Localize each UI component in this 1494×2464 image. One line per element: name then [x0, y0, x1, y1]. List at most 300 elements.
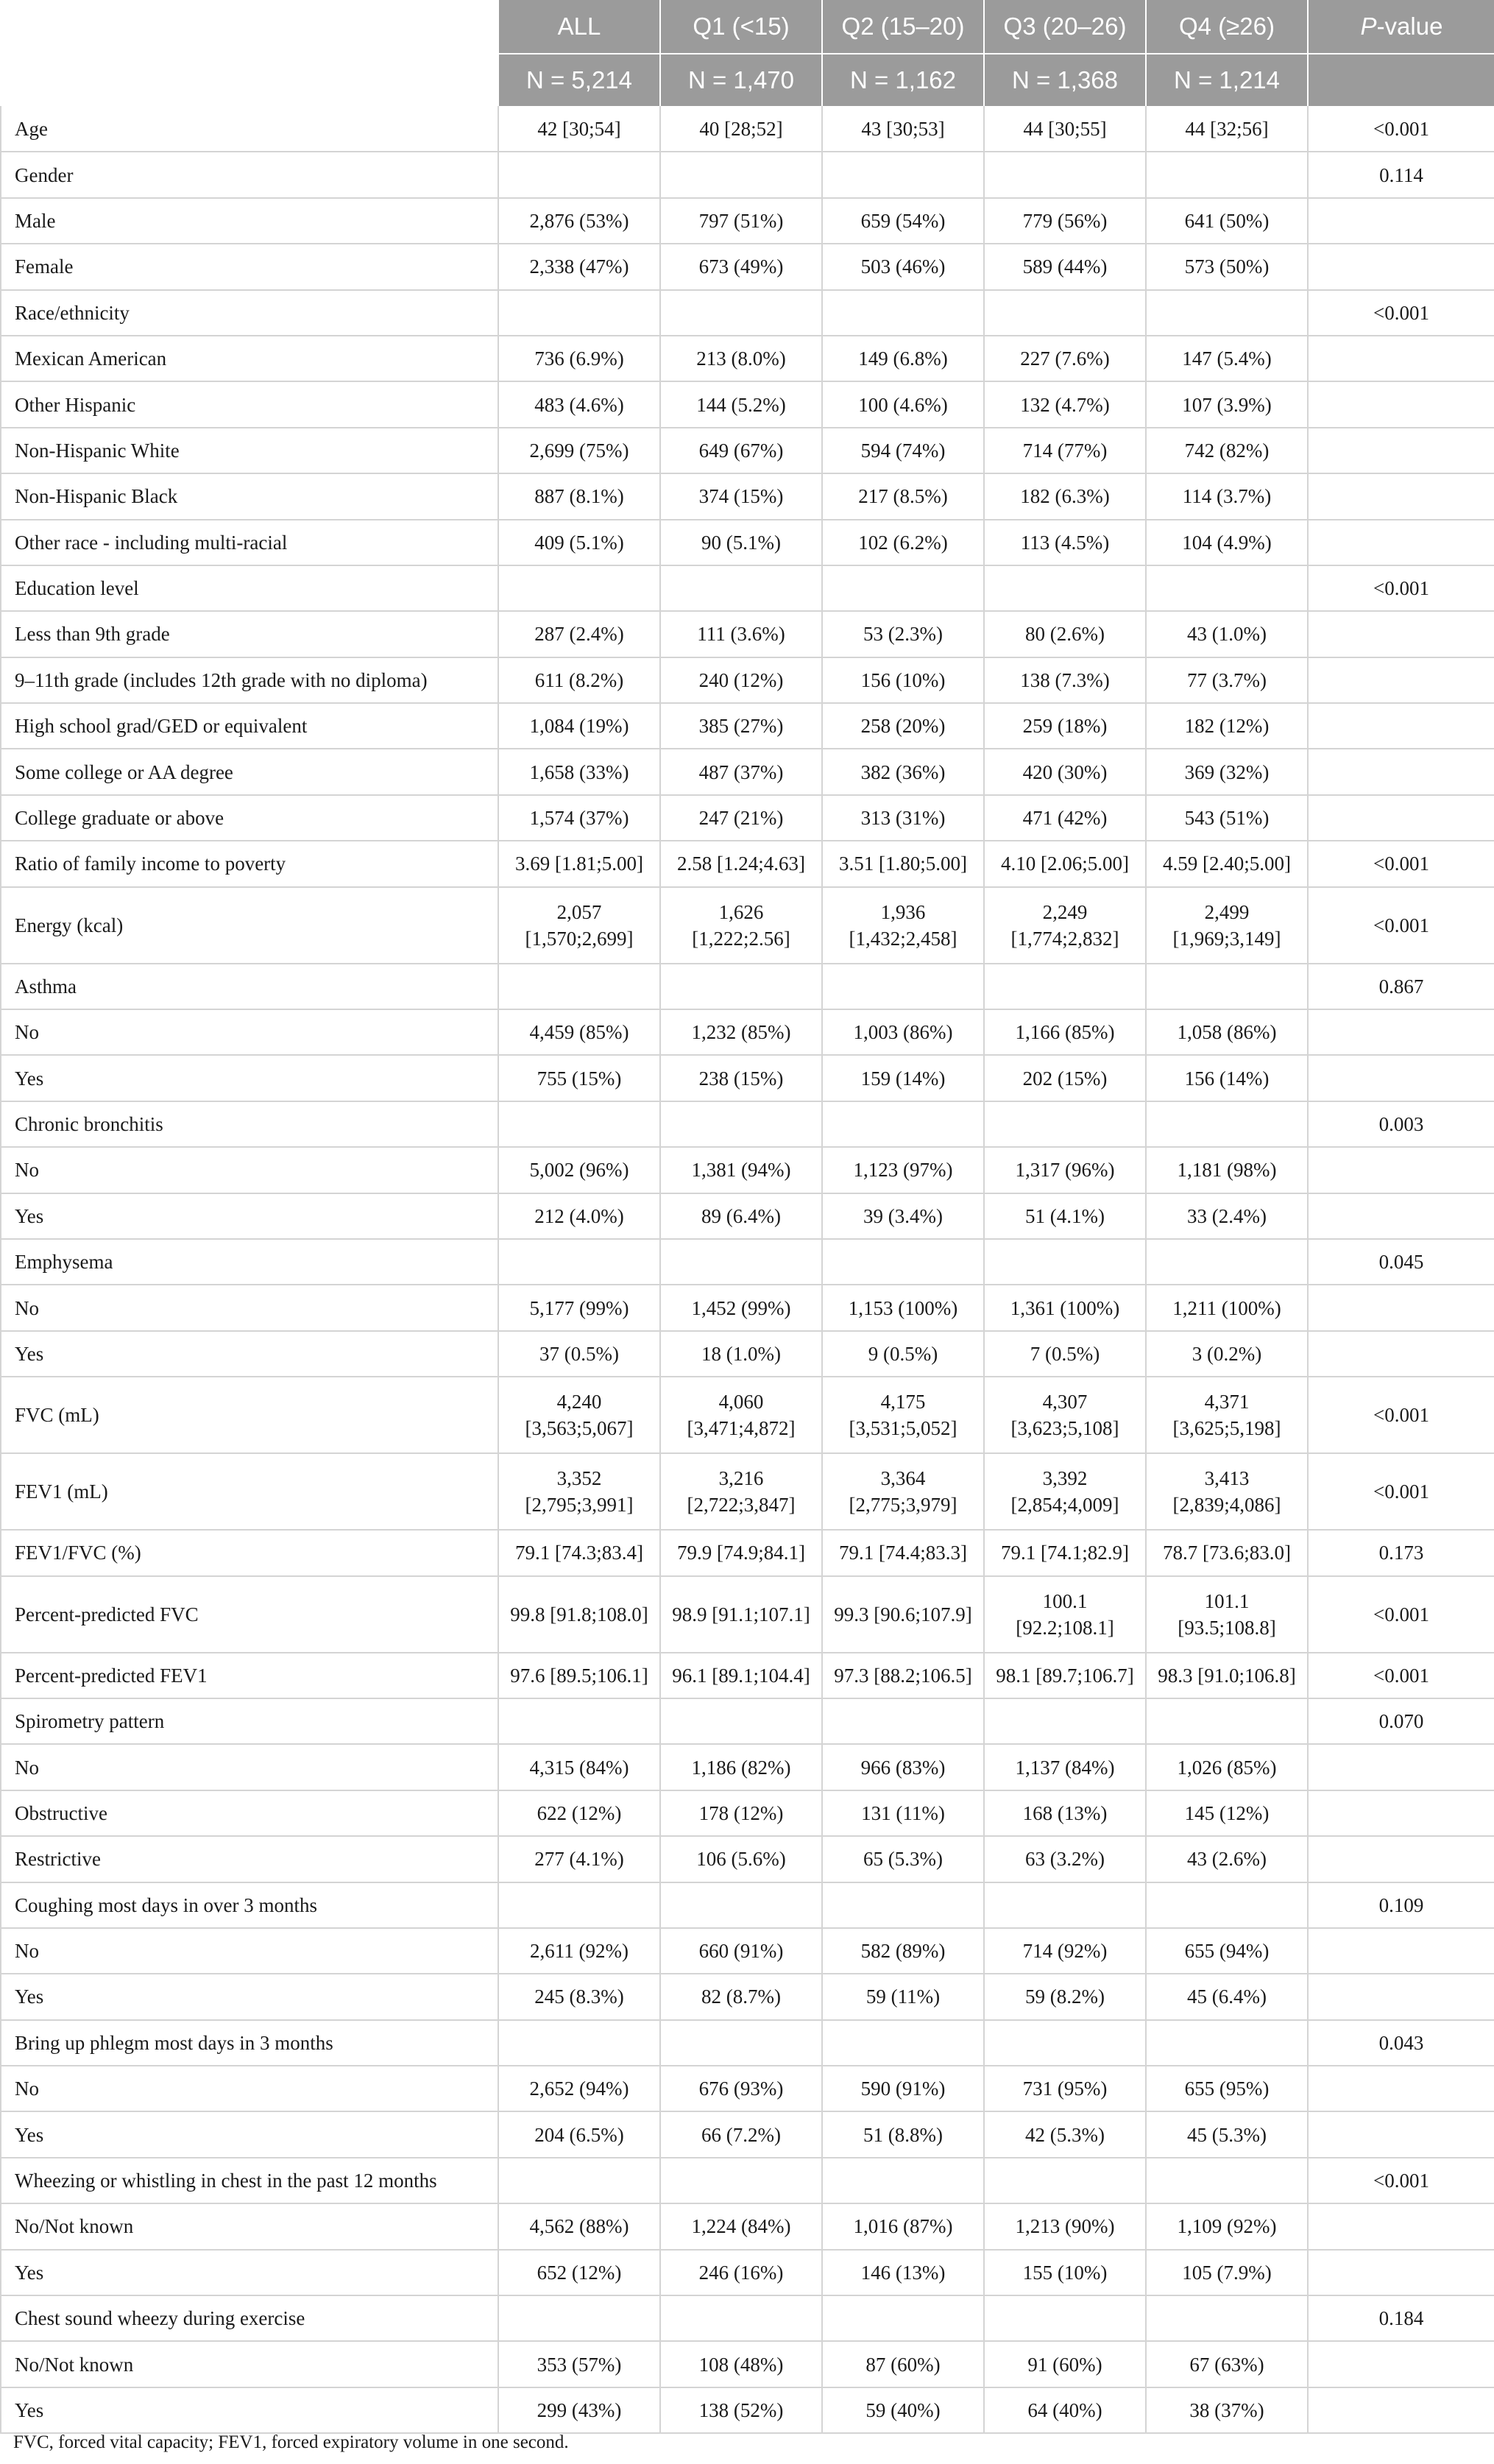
row-cell	[822, 1882, 984, 1928]
row-cell: 1,658 (33%)	[498, 749, 660, 794]
row-cell	[984, 2158, 1146, 2203]
row-cell	[1146, 1698, 1308, 1744]
row-cell: 3.51 [1.80;5.00]	[822, 841, 984, 886]
row-cell: 582 (89%)	[822, 1928, 984, 1974]
row-cell: 966 (83%)	[822, 1744, 984, 1790]
table-row	[1, 1882, 1494, 1928]
row-cell	[660, 1239, 822, 1285]
row-label: Wheezing or whistling in chest in the past 12 months	[1, 2158, 498, 2203]
row-cell: 4,371 [3,625;5,198]	[1146, 1377, 1308, 1453]
row-p-value	[1308, 1009, 1494, 1055]
row-cell: 1,058 (86%)	[1146, 1009, 1308, 1055]
row-cell: 82 (8.7%)	[660, 1974, 822, 2019]
row-p-value: <0.001	[1308, 106, 1494, 152]
row-label: College graduate or above	[1, 795, 498, 841]
row-p-value	[1308, 520, 1494, 565]
row-cell: 99.8 [91.8;108.0]	[498, 1576, 660, 1653]
row-cell: 40 [28;52]	[660, 106, 822, 152]
row-cell: 649 (67%)	[660, 428, 822, 473]
row-cell: 90 (5.1%)	[660, 520, 822, 565]
row-cell: 97.6 [89.5;106.1]	[498, 1653, 660, 1698]
row-label: Race/ethnicity	[1, 290, 498, 336]
row-cell	[498, 2158, 660, 2203]
row-cell: 1,186 (82%)	[660, 1744, 822, 1790]
table-row	[1, 2203, 1494, 2249]
table-row	[1, 1147, 1494, 1193]
row-cell: 4,562 (88%)	[498, 2203, 660, 2249]
row-cell: 385 (27%)	[660, 703, 822, 749]
row-cell: 622 (12%)	[498, 1790, 660, 1836]
row-cell	[660, 1101, 822, 1147]
table-row	[1, 520, 1494, 565]
row-cell	[822, 2158, 984, 2203]
table-row	[1, 2066, 1494, 2111]
row-cell: 4,459 (85%)	[498, 1009, 660, 1055]
row-label: Female	[1, 244, 498, 289]
row-cell	[984, 565, 1146, 611]
row-cell: 246 (16%)	[660, 2250, 822, 2295]
row-cell: 652 (12%)	[498, 2250, 660, 2295]
row-label: Male	[1, 198, 498, 244]
table-row	[1, 473, 1494, 519]
row-cell: 2,499 [1,969;3,149]	[1146, 887, 1308, 964]
row-cell	[498, 290, 660, 336]
table-row	[1, 703, 1494, 749]
row-cell: 79.1 [74.4;83.3]	[822, 1530, 984, 1575]
row-cell: 673 (49%)	[660, 244, 822, 289]
row-cell: 471 (42%)	[984, 795, 1146, 841]
row-p-value	[1308, 1790, 1494, 1836]
row-cell: 3,364 [2,775;3,979]	[822, 1453, 984, 1530]
row-cell	[498, 1698, 660, 1744]
row-cell: 5,002 (96%)	[498, 1147, 660, 1193]
row-p-value	[1308, 473, 1494, 519]
row-cell: 42 (5.3%)	[984, 2111, 1146, 2157]
row-cell: 113 (4.5%)	[984, 520, 1146, 565]
row-cell	[1146, 2158, 1308, 2203]
table-row	[1, 1653, 1494, 1698]
row-p-value: <0.001	[1308, 1576, 1494, 1653]
header-n-q1: N = 1,470	[660, 54, 822, 106]
table-row	[1, 887, 1494, 964]
row-cell	[498, 2295, 660, 2341]
row-cell	[822, 565, 984, 611]
row-cell: 594 (74%)	[822, 428, 984, 473]
row-cell: 79.1 [74.3;83.4]	[498, 1530, 660, 1575]
row-cell: 287 (2.4%)	[498, 611, 660, 657]
row-cell	[984, 1698, 1146, 1744]
row-cell	[822, 152, 984, 197]
row-cell	[822, 964, 984, 1009]
row-cell: 238 (15%)	[660, 1055, 822, 1101]
row-cell: 3.69 [1.81;5.00]	[498, 841, 660, 886]
row-p-value	[1308, 1928, 1494, 1974]
row-cell: 313 (31%)	[822, 795, 984, 841]
row-p-value: <0.001	[1308, 2158, 1494, 2203]
row-cell: 755 (15%)	[498, 1055, 660, 1101]
row-cell: 2,249 [1,774;2,832]	[984, 887, 1146, 964]
row-cell: 37 (0.5%)	[498, 1331, 660, 1377]
table-row	[1, 1009, 1494, 1055]
row-label: Bring up phlegm most days in 3 months	[1, 2020, 498, 2066]
table-row	[1, 1193, 1494, 1239]
row-label: Education level	[1, 565, 498, 611]
row-label: Yes	[1, 1974, 498, 2019]
row-cell: 742 (82%)	[1146, 428, 1308, 473]
row-cell: 79.9 [74.9;84.1]	[660, 1530, 822, 1575]
row-cell	[822, 290, 984, 336]
row-cell: 4,240 [3,563;5,067]	[498, 1377, 660, 1453]
row-cell: 146 (13%)	[822, 2250, 984, 2295]
table-row	[1, 2295, 1494, 2341]
row-cell: 44 [30;55]	[984, 106, 1146, 152]
row-p-value: <0.001	[1308, 887, 1494, 964]
row-label: Percent-predicted FVC	[1, 1576, 498, 1653]
row-cell: 1,224 (84%)	[660, 2203, 822, 2249]
row-label: No	[1, 1928, 498, 1974]
row-cell: 4.10 [2.06;5.00]	[984, 841, 1146, 886]
row-cell: 4,307 [3,623;5,108]	[984, 1377, 1146, 1453]
row-cell: 1,026 (85%)	[1146, 1744, 1308, 1790]
row-cell: 655 (95%)	[1146, 2066, 1308, 2111]
table-row	[1, 565, 1494, 611]
row-cell	[984, 964, 1146, 1009]
table-row	[1, 611, 1494, 657]
row-cell: 503 (46%)	[822, 244, 984, 289]
row-cell: 51 (4.1%)	[984, 1193, 1146, 1239]
row-cell	[984, 2020, 1146, 2066]
header-n-q4: N = 1,214	[1146, 54, 1308, 106]
row-p-value	[1308, 381, 1494, 427]
row-label: No	[1, 2066, 498, 2111]
row-label: Obstructive	[1, 1790, 498, 1836]
row-cell: 77 (3.7%)	[1146, 657, 1308, 703]
row-p-value	[1308, 2341, 1494, 2387]
row-cell	[1146, 2020, 1308, 2066]
row-p-value	[1308, 2066, 1494, 2111]
row-label: No	[1, 1285, 498, 1330]
row-cell: 1,213 (90%)	[984, 2203, 1146, 2249]
row-p-value	[1308, 2203, 1494, 2249]
row-cell: 1,016 (87%)	[822, 2203, 984, 2249]
row-cell: 1,109 (92%)	[1146, 2203, 1308, 2249]
row-p-value	[1308, 2387, 1494, 2433]
row-p-value: 0.173	[1308, 1530, 1494, 1575]
row-cell: 1,137 (84%)	[984, 1744, 1146, 1790]
row-label: Gender	[1, 152, 498, 197]
row-cell: 4,315 (84%)	[498, 1744, 660, 1790]
row-p-value: 0.109	[1308, 1882, 1494, 1928]
row-cell	[822, 2295, 984, 2341]
row-label: Yes	[1, 2111, 498, 2157]
row-cell: 589 (44%)	[984, 244, 1146, 289]
row-cell: 258 (20%)	[822, 703, 984, 749]
row-cell: 247 (21%)	[660, 795, 822, 841]
row-cell: 1,452 (99%)	[660, 1285, 822, 1330]
row-cell: 641 (50%)	[1146, 198, 1308, 244]
row-cell: 138 (52%)	[660, 2387, 822, 2433]
row-cell: 45 (6.4%)	[1146, 1974, 1308, 2019]
row-p-value	[1308, 1836, 1494, 1882]
row-cell: 1,181 (98%)	[1146, 1147, 1308, 1193]
header-q4: Q4 (≥26)	[1146, 0, 1308, 54]
row-cell: 38 (37%)	[1146, 2387, 1308, 2433]
row-cell: 2,611 (92%)	[498, 1928, 660, 1974]
row-cell: 487 (37%)	[660, 749, 822, 794]
row-cell: 182 (6.3%)	[984, 473, 1146, 519]
row-cell: 259 (18%)	[984, 703, 1146, 749]
table-row	[1, 244, 1494, 289]
row-cell: 660 (91%)	[660, 1928, 822, 1974]
row-cell: 4,060 [3,471;4,872]	[660, 1377, 822, 1453]
row-cell: 67 (63%)	[1146, 2341, 1308, 2387]
table-row	[1, 749, 1494, 794]
table-row	[1, 1331, 1494, 1377]
row-label: Spirometry pattern	[1, 1698, 498, 1744]
row-p-value	[1308, 657, 1494, 703]
row-p-value	[1308, 1331, 1494, 1377]
row-cell	[822, 2020, 984, 2066]
row-cell: 131 (11%)	[822, 1790, 984, 1836]
row-cell: 1,123 (97%)	[822, 1147, 984, 1193]
row-cell: 779 (56%)	[984, 198, 1146, 244]
row-cell: 132 (4.7%)	[984, 381, 1146, 427]
table-row	[1, 1744, 1494, 1790]
row-label: Ratio of family income to poverty	[1, 841, 498, 886]
row-label: Percent-predicted FEV1	[1, 1653, 498, 1698]
row-cell	[660, 2158, 822, 2203]
header-row-counts	[1, 54, 1494, 106]
row-cell: 108 (48%)	[660, 2341, 822, 2387]
row-p-value	[1308, 2250, 1494, 2295]
table-row	[1, 1790, 1494, 1836]
row-cell	[984, 1882, 1146, 1928]
row-cell	[660, 1882, 822, 1928]
table-row	[1, 2250, 1494, 2295]
row-cell: 7 (0.5%)	[984, 1331, 1146, 1377]
table-footnote: FVC, forced vital capacity; FEV1, forced expiratory volume in one second.	[13, 2432, 569, 2452]
row-cell: 1,317 (96%)	[984, 1147, 1146, 1193]
row-cell: 66 (7.2%)	[660, 2111, 822, 2157]
row-cell: 80 (2.6%)	[984, 611, 1146, 657]
header-n-q3: N = 1,368	[984, 54, 1146, 106]
row-cell	[660, 290, 822, 336]
table-row	[1, 657, 1494, 703]
row-cell: 2,057 [1,570;2,699]	[498, 887, 660, 964]
row-cell	[498, 152, 660, 197]
row-label: Other Hispanic	[1, 381, 498, 427]
row-p-value: <0.001	[1308, 565, 1494, 611]
row-cell: 87 (60%)	[822, 2341, 984, 2387]
header-blank-2	[1, 54, 498, 106]
row-cell	[1146, 152, 1308, 197]
row-cell: 3,352 [2,795;3,991]	[498, 1453, 660, 1530]
row-label: Yes	[1, 2250, 498, 2295]
row-cell: 99.3 [90.6;107.9]	[822, 1576, 984, 1653]
row-p-value	[1308, 703, 1494, 749]
row-cell: 353 (57%)	[498, 2341, 660, 2387]
header-p-value	[1308, 0, 1494, 54]
row-cell: 2,876 (53%)	[498, 198, 660, 244]
row-cell: 59 (40%)	[822, 2387, 984, 2433]
row-label: Some college or AA degree	[1, 749, 498, 794]
row-p-value	[1308, 1974, 1494, 2019]
row-cell: 51 (8.8%)	[822, 2111, 984, 2157]
row-cell: 2,652 (94%)	[498, 2066, 660, 2111]
row-p-value	[1308, 428, 1494, 473]
row-p-value	[1308, 336, 1494, 381]
row-p-value	[1308, 2111, 1494, 2157]
row-cell: 277 (4.1%)	[498, 1836, 660, 1882]
row-cell: 97.3 [88.2;106.5]	[822, 1653, 984, 1698]
row-label: Less than 9th grade	[1, 611, 498, 657]
row-cell	[984, 290, 1146, 336]
header-row-groups	[1, 0, 1494, 54]
row-cell: 1,936 [1,432;2,458]	[822, 887, 984, 964]
row-cell: 44 [32;56]	[1146, 106, 1308, 152]
row-p-value: 0.184	[1308, 2295, 1494, 2341]
row-p-value: 0.114	[1308, 152, 1494, 197]
row-p-value	[1308, 749, 1494, 794]
row-cell: 100.1 [92.2;108.1]	[984, 1576, 1146, 1653]
row-cell: 168 (13%)	[984, 1790, 1146, 1836]
row-label: Non-Hispanic White	[1, 428, 498, 473]
row-cell: 53 (2.3%)	[822, 611, 984, 657]
row-cell: 2,338 (47%)	[498, 244, 660, 289]
row-cell: 543 (51%)	[1146, 795, 1308, 841]
row-label: Emphysema	[1, 1239, 498, 1285]
row-label: Yes	[1, 1055, 498, 1101]
row-cell: 731 (95%)	[984, 2066, 1146, 2111]
table-row	[1, 152, 1494, 197]
row-cell	[822, 1101, 984, 1147]
row-cell: 101.1 [93.5;108.8]	[1146, 1576, 1308, 1653]
row-p-value	[1308, 795, 1494, 841]
row-p-value: 0.003	[1308, 1101, 1494, 1147]
row-cell: 144 (5.2%)	[660, 381, 822, 427]
row-p-value	[1308, 611, 1494, 657]
row-label: Age	[1, 106, 498, 152]
table-row	[1, 795, 1494, 841]
row-label: Non-Hispanic Black	[1, 473, 498, 519]
row-p-value: 0.043	[1308, 2020, 1494, 2066]
row-cell: 156 (14%)	[1146, 1055, 1308, 1101]
row-cell: 797 (51%)	[660, 198, 822, 244]
row-cell: 212 (4.0%)	[498, 1193, 660, 1239]
row-label: No	[1, 1009, 498, 1055]
row-cell	[498, 1101, 660, 1147]
row-label: Yes	[1, 1331, 498, 1377]
row-cell	[984, 1239, 1146, 1285]
row-cell: 1,574 (37%)	[498, 795, 660, 841]
table-row	[1, 1377, 1494, 1453]
row-label: Energy (kcal)	[1, 887, 498, 964]
row-cell: 18 (1.0%)	[660, 1331, 822, 1377]
header-p-rest: -value	[1376, 13, 1443, 40]
row-cell: 155 (10%)	[984, 2250, 1146, 2295]
row-cell	[822, 1698, 984, 1744]
header-n-all: N = 5,214	[498, 54, 660, 106]
row-p-value	[1308, 1744, 1494, 1790]
row-cell: 45 (5.3%)	[1146, 2111, 1308, 2157]
row-cell: 43 (1.0%)	[1146, 611, 1308, 657]
row-cell: 1,232 (85%)	[660, 1009, 822, 1055]
row-cell: 655 (94%)	[1146, 1928, 1308, 1974]
row-cell: 590 (91%)	[822, 2066, 984, 2111]
row-cell: 659 (54%)	[822, 198, 984, 244]
table-row	[1, 1285, 1494, 1330]
row-cell: 145 (12%)	[1146, 1790, 1308, 1836]
row-cell: 1,166 (85%)	[984, 1009, 1146, 1055]
table-row	[1, 1530, 1494, 1575]
row-p-value: <0.001	[1308, 290, 1494, 336]
row-cell: 4.59 [2.40;5.00]	[1146, 841, 1308, 886]
row-cell	[1146, 964, 1308, 1009]
row-cell	[1146, 565, 1308, 611]
row-cell: 573 (50%)	[1146, 244, 1308, 289]
row-cell: 1,361 (100%)	[984, 1285, 1146, 1330]
table-row	[1, 1698, 1494, 1744]
row-cell: 105 (7.9%)	[1146, 2250, 1308, 2295]
header-q1: Q1 (<15)	[660, 0, 822, 54]
row-cell: 299 (43%)	[498, 2387, 660, 2433]
row-cell: 2.58 [1.24;4.63]	[660, 841, 822, 886]
row-label: 9–11th grade (includes 12th grade with no diploma)	[1, 657, 498, 703]
row-cell: 178 (12%)	[660, 1790, 822, 1836]
row-cell	[1146, 1882, 1308, 1928]
row-cell: 98.9 [91.1;107.1]	[660, 1576, 822, 1653]
row-cell	[660, 964, 822, 1009]
header-blank	[1, 0, 498, 54]
row-cell: 182 (12%)	[1146, 703, 1308, 749]
row-cell: 43 [30;53]	[822, 106, 984, 152]
row-p-value: 0.070	[1308, 1698, 1494, 1744]
table-row	[1, 841, 1494, 886]
row-p-value	[1308, 1285, 1494, 1330]
row-label: No	[1, 1744, 498, 1790]
row-cell	[498, 964, 660, 1009]
row-cell: 39 (3.4%)	[822, 1193, 984, 1239]
row-cell: 159 (14%)	[822, 1055, 984, 1101]
row-cell: 676 (93%)	[660, 2066, 822, 2111]
row-cell: 107 (3.9%)	[1146, 381, 1308, 427]
row-cell	[1146, 1239, 1308, 1285]
table-row	[1, 1239, 1494, 1285]
row-p-value: <0.001	[1308, 841, 1494, 886]
table-row	[1, 1836, 1494, 1882]
row-label: Asthma	[1, 964, 498, 1009]
table-row	[1, 2158, 1494, 2203]
row-cell: 78.7 [73.6;83.0]	[1146, 1530, 1308, 1575]
row-label: Yes	[1, 2387, 498, 2433]
row-cell: 106 (5.6%)	[660, 1836, 822, 1882]
row-cell	[660, 152, 822, 197]
row-cell: 59 (8.2%)	[984, 1974, 1146, 2019]
row-cell	[498, 1882, 660, 1928]
row-cell: 887 (8.1%)	[498, 473, 660, 519]
row-cell: 1,153 (100%)	[822, 1285, 984, 1330]
row-cell	[498, 565, 660, 611]
row-cell: 245 (8.3%)	[498, 1974, 660, 2019]
row-cell	[1146, 1101, 1308, 1147]
row-cell: 1,084 (19%)	[498, 703, 660, 749]
table-row	[1, 381, 1494, 427]
row-cell: 104 (4.9%)	[1146, 520, 1308, 565]
table-row	[1, 1453, 1494, 1530]
row-cell: 736 (6.9%)	[498, 336, 660, 381]
row-cell: 374 (15%)	[660, 473, 822, 519]
table-row	[1, 2111, 1494, 2157]
